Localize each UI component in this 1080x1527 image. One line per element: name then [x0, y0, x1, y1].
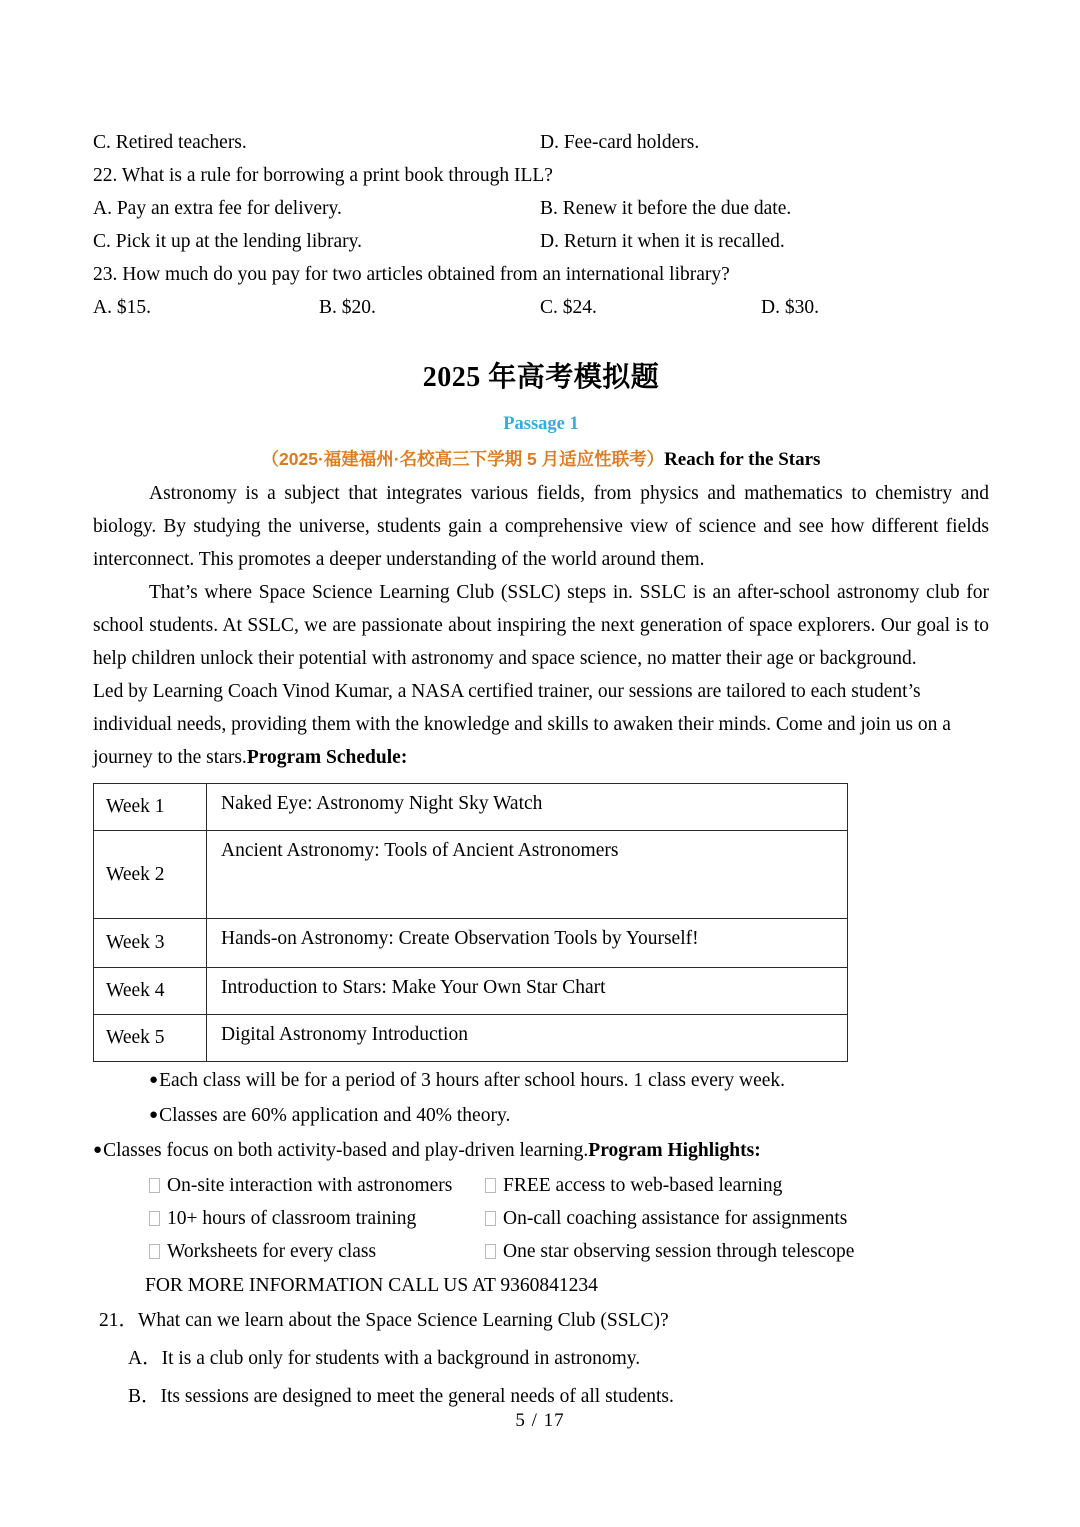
q22-stem: 22. What is a rule for borrowing a print book through ILL? — [93, 165, 553, 186]
q23-stem: 23. How much do you pay for two articles obtained from an international library? — [93, 264, 730, 285]
highlight-item-left-label: Worksheets for every class — [167, 1241, 377, 1262]
note-bullet-3-text: Classes focus on both activity-based and play-driven learning. — [103, 1140, 589, 1161]
checkbox-icon — [485, 1244, 496, 1259]
q22-choices-cd — [93, 225, 989, 258]
highlight-row — [93, 1235, 989, 1268]
table-row — [94, 831, 848, 919]
q21-choice-c: C. Retired teachers. — [93, 132, 247, 153]
checkbox-icon — [485, 1178, 496, 1193]
contact-info: FOR MORE INFORMATION CALL US AT 9360841234 — [145, 1275, 598, 1296]
note-bullet-2 — [93, 1099, 989, 1132]
q21-option-a: A．It is a club only for students with a background in astronomy. — [128, 1348, 641, 1369]
topic-cell: Introduction to Stars: Make Your Own Star Chart — [207, 968, 848, 1015]
q21-option-b: B．Its sessions are designed to meet the general needs of all students. — [128, 1386, 674, 1407]
q22-choices-ab — [93, 192, 989, 225]
q22-choice-d: D. Return it when it is recalled. — [540, 231, 785, 252]
checkbox-icon — [485, 1211, 496, 1226]
highlight-item-left-label: 10+ hours of classroom training — [167, 1208, 417, 1229]
q23-choice-d: D. $30. — [761, 297, 819, 318]
q23-choice-a: A. $15. — [93, 297, 151, 318]
highlight-item-right-label: FREE access to web-based learning — [503, 1175, 783, 1196]
q22-choice-a: A. Pay an extra fee for delivery. — [93, 198, 342, 219]
week-cell: Week 2 — [94, 831, 207, 919]
note-bullet-3 — [93, 1134, 989, 1167]
q22-choice-b: B. Renew it before the due date. — [540, 198, 792, 219]
source-and-article-title — [93, 442, 989, 477]
checkbox-icon — [149, 1244, 160, 1259]
page-title: 2025 年高考模拟题 — [422, 362, 660, 393]
note-bullet-1-text: Each class will be for a period of 3 hours after school hours. 1 class every week. — [159, 1070, 786, 1091]
highlight-item-left — [149, 1169, 452, 1202]
program-highlights-heading: Program Highlights: — [588, 1140, 761, 1161]
highlight-item-right — [485, 1235, 854, 1268]
highlight-item-right — [485, 1202, 847, 1235]
checkbox-icon — [149, 1178, 160, 1193]
highlight-item-left — [149, 1235, 376, 1268]
topic-cell: Hands-on Astronomy: Create Observation Tools by Yourself! — [207, 919, 848, 968]
article-title: Reach for the Stars — [664, 449, 821, 470]
exam-source: （2025·福建福州·名校高三下学期 5 月适应性联考） — [261, 449, 665, 469]
page-footer: 5 / 17 — [515, 1410, 565, 1431]
highlight-item-right-label: One star observing session through telescope — [503, 1241, 855, 1262]
page-content — [93, 126, 989, 1416]
topic-cell: Digital Astronomy Introduction — [207, 1015, 848, 1062]
q22-choice-c: C. Pick it up at the lending library. — [93, 231, 362, 252]
bullet-dot-icon: ● — [149, 1072, 159, 1088]
week-cell: Week 5 — [94, 1015, 207, 1062]
checkbox-icon — [149, 1211, 160, 1226]
q23-choices — [93, 291, 989, 324]
table-row — [94, 919, 848, 968]
article-paragraph-3-text: Led by Learning Coach Vinod Kumar, a NASA certified trainer, our sessions are tailored to each student’s individual needs, providing them with the knowledge and skills to awaken their minds. Come and join us on a journey to the stars. — [93, 681, 951, 768]
highlight-row — [93, 1202, 989, 1235]
q21-choices-cd — [93, 126, 989, 159]
q21-stem: 21．What can we learn about the Space Science Learning Club (SSLC)? — [99, 1310, 669, 1331]
bullet-dot-icon: ● — [93, 1142, 103, 1158]
q23-choice-c: C. $24. — [540, 297, 597, 318]
note-bullet-1 — [93, 1064, 989, 1097]
program-schedule-table — [93, 783, 848, 1062]
passage-label — [93, 406, 989, 442]
program-highlights-list — [93, 1169, 989, 1268]
article-paragraph-3 — [93, 675, 989, 774]
week-cell: Week 4 — [94, 968, 207, 1015]
article-paragraph-1: Astronomy is a subject that integrates various fields, from physics and mathematics to chemistry and biology. By studying the universe, students gain a comprehensive view of science and see how different fields interconnect. This promotes a deeper understanding of the world around them. — [93, 483, 989, 570]
highlight-item-left-label: On-site interaction with astronomers — [167, 1175, 453, 1196]
q23-choice-b: B. $20. — [319, 297, 376, 318]
q21-choice-d: D. Fee-card holders. — [540, 132, 700, 153]
highlight-item-right — [485, 1169, 782, 1202]
highlight-row — [93, 1169, 989, 1202]
bullet-dot-icon: ● — [149, 1107, 159, 1123]
table-row — [94, 784, 848, 831]
highlight-item-left — [149, 1202, 416, 1235]
table-row — [94, 1015, 848, 1062]
topic-cell: Ancient Astronomy: Tools of Ancient Astronomers — [207, 831, 848, 919]
article-paragraph-2: That’s where Space Science Learning Club (SSLC) steps in. SSLC is an after-school astronomy club for school students. At SSLC, we are passionate about inspiring the next generation of space explorers. Our goal is to help children unlock their potential with astronomy and space science, no matter their age or background. — [93, 582, 989, 669]
program-schedule-heading: Program Schedule: — [246, 747, 408, 768]
week-cell: Week 1 — [94, 784, 207, 831]
topic-cell: Naked Eye: Astronomy Night Sky Watch — [207, 784, 848, 831]
passage-label-text: Passage 1 — [503, 414, 579, 434]
note-bullet-2-text: Classes are 60% application and 40% theory. — [159, 1105, 511, 1126]
highlight-item-right-label: On-call coaching assistance for assignments — [503, 1208, 848, 1229]
table-row — [94, 968, 848, 1015]
week-cell: Week 3 — [94, 919, 207, 968]
